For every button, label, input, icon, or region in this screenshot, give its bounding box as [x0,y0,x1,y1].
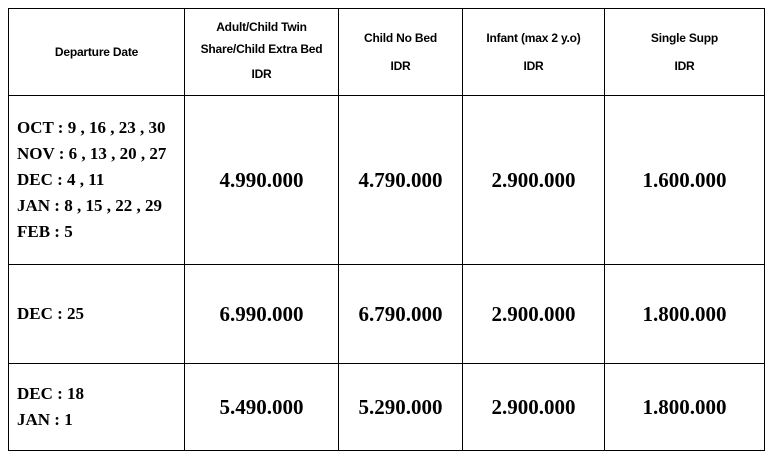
header-child-no-bed [339,9,463,96]
header-single-supp [605,9,765,96]
price-single-supp: 1.600.000 [605,96,765,265]
header-currency: IDR [390,59,411,73]
date-line: DEC : 4 , 11 [17,170,105,189]
header-departure-date [9,9,185,96]
header-label: Single Supp [650,31,719,45]
date-line: DEC : 25 [17,304,85,323]
price-infant: 2.900.000 [463,364,605,451]
header-adult-twin-share [185,9,339,96]
header-infant [463,9,605,96]
table-row [9,265,765,364]
date-line: NOV : 6 , 13 , 20 , 27 [17,144,167,163]
departure-dates-cell [9,96,185,265]
price-table [8,8,765,451]
price-single-supp: 1.800.000 [605,364,765,451]
header-label: Share/Child Extra Bed [200,42,323,56]
date-line: OCT : 9 , 16 , 23 , 30 [17,118,166,137]
price-child-no-bed: 6.790.000 [339,265,463,364]
price-adult-twin: 6.990.000 [185,265,339,364]
header-label: Departure Date [54,45,139,59]
price-adult-twin: 5.490.000 [185,364,339,451]
header-label: Adult/Child Twin [216,20,307,34]
price-single-supp: 1.800.000 [605,265,765,364]
price-infant: 2.900.000 [463,96,605,265]
header-label: Infant (max 2 y.o) [486,31,581,45]
header-label: Child No Bed [364,31,437,45]
table-row [9,364,765,451]
header-currency: IDR [251,67,272,81]
table-row [9,96,765,265]
date-line: DEC : 18 [17,384,85,403]
price-adult-twin: 4.990.000 [185,96,339,265]
price-child-no-bed: 5.290.000 [339,364,463,451]
departure-dates-cell [9,364,185,451]
header-row [9,9,765,96]
price-child-no-bed: 4.790.000 [339,96,463,265]
date-line: JAN : 8 , 15 , 22 , 29 [17,196,162,215]
date-line: FEB : 5 [17,222,73,241]
departure-dates-cell [9,265,185,364]
header-currency: IDR [523,59,544,73]
date-line: JAN : 1 [17,410,73,429]
header-currency: IDR [674,59,695,73]
price-infant: 2.900.000 [463,265,605,364]
